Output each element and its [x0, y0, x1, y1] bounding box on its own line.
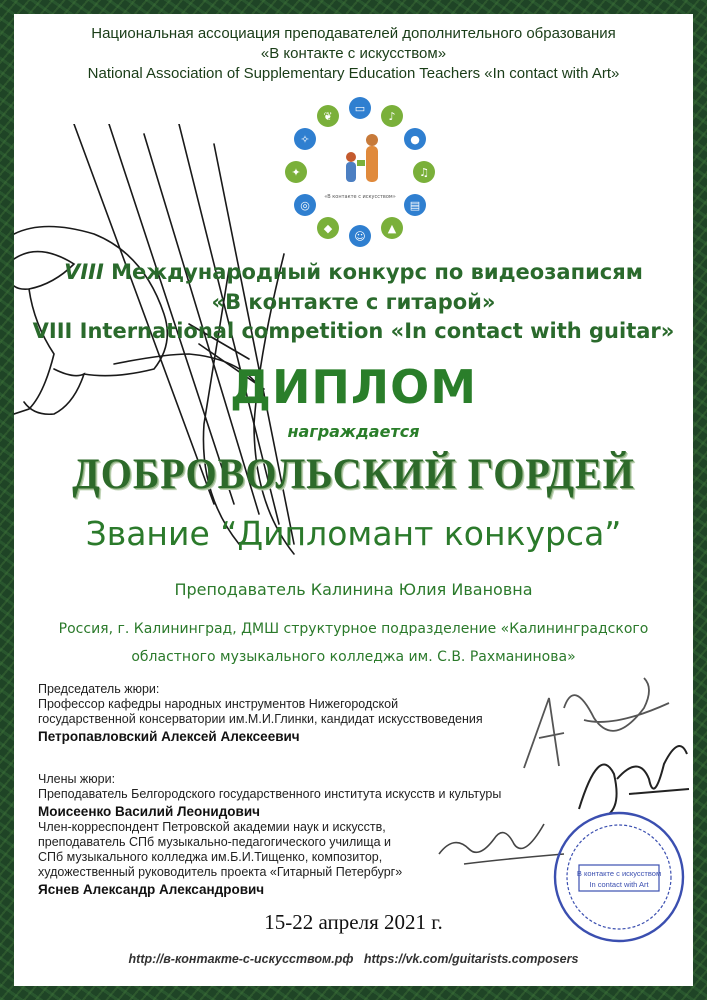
- boot-icon: ▲: [387, 222, 397, 235]
- competition-ru-prefix: VIII: [64, 260, 104, 284]
- piano-icon: ▤: [409, 199, 421, 212]
- ballet-icon: ◆: [323, 222, 333, 235]
- member1-desc: Преподаватель Белгородского государственного института искусств и культуры: [38, 787, 502, 801]
- chair-desc-line2: государственной консерватории им.М.И.Глинки, кандидат искусствоведения: [38, 712, 483, 726]
- chair-desc-line1: Профессор кафедры народных инструментов Нижегородской: [38, 697, 399, 711]
- member1-name: Моисеенко Василий Леонидович: [38, 804, 260, 819]
- member2-desc-line2: преподаватель СПб музыкально-педагогического училища и: [38, 835, 391, 849]
- member2-name: Яснев Александр Александрович: [38, 882, 265, 897]
- competition-ru-line1: [14, 258, 693, 286]
- member2-desc-line3: СПб музыкального колледжа им.Б.И.Тищенко, композитор,: [38, 850, 383, 864]
- members-label: Члены жюри:: [38, 772, 116, 786]
- association-ru-line2: «В контакте с искусством»: [260, 45, 447, 62]
- association-en-line: National Association of Supplementary Education Teachers «In contact with Art»: [87, 65, 620, 82]
- member2-desc-line1: Член-корреспондент Петровской академии наук и искусств,: [38, 820, 386, 834]
- leaf-icon: ❦: [323, 110, 333, 123]
- film-icon: ◎: [300, 199, 310, 212]
- stamp-text-ru: В контакте с искусством: [576, 869, 662, 878]
- event-date: 15-22 апреля 2021 г.: [264, 910, 443, 934]
- diploma-sheet: [14, 14, 693, 986]
- recipient-name: ДОБРОВОЛЬСКИЙ ГОРДЕЙ: [72, 449, 635, 498]
- competition-ru-line1-text: Международный конкурс по видеозаписям: [103, 260, 643, 284]
- site-link[interactable]: http://в-контакте-с-искусством.рф: [128, 952, 354, 966]
- stamp-text-en: In contact with Art: [589, 880, 649, 889]
- chair-name: Петропавловский Алексей Алексеевич: [38, 729, 300, 744]
- palette-icon: ●: [410, 133, 420, 146]
- music-note-icon: ♪: [388, 110, 396, 123]
- competition-ru-line2: «В контакте с гитарой»: [211, 290, 496, 314]
- jury-member2-block: [38, 820, 458, 898]
- competition-en-line: VIII International competition «In contact with guitar»: [32, 319, 675, 343]
- association-ru-line1: Национальная ассоциация преподавателей дополнительного образования: [91, 25, 616, 42]
- teacher-line: Преподаватель Калинина Юлия Ивановна: [174, 580, 533, 599]
- awarded-label: награждается: [287, 422, 420, 441]
- theatre-masks-icon: ☺: [354, 230, 366, 243]
- member2-desc-line4: художественный руководитель проекта «Гитарный Петербург»: [38, 865, 403, 879]
- book-icon: ▭: [354, 102, 366, 115]
- location-line2: областного музыкального колледжа им. С.В. Рахманинова»: [131, 649, 576, 665]
- location-line1: Россия, г. Калининград, ДМШ структурное подразделение «Калининградского: [58, 621, 649, 637]
- ballerina-icon: ✧: [300, 133, 310, 146]
- vk-link[interactable]: https://vk.com/guitarists.composers: [363, 952, 579, 966]
- chair-label: Председатель жюри:: [38, 682, 160, 696]
- award-title: Звание “Дипломант конкурса”: [85, 514, 622, 553]
- logo-caption: «В контакте с искусством»: [324, 194, 396, 200]
- jury-chair-block: [38, 682, 508, 745]
- footer-links: [14, 952, 693, 966]
- guitar-icon: ♫: [419, 166, 429, 179]
- association-logo: [284, 96, 436, 248]
- dancer-icon: ✦: [291, 166, 301, 179]
- diploma-title: ДИПЛОМ: [229, 360, 478, 414]
